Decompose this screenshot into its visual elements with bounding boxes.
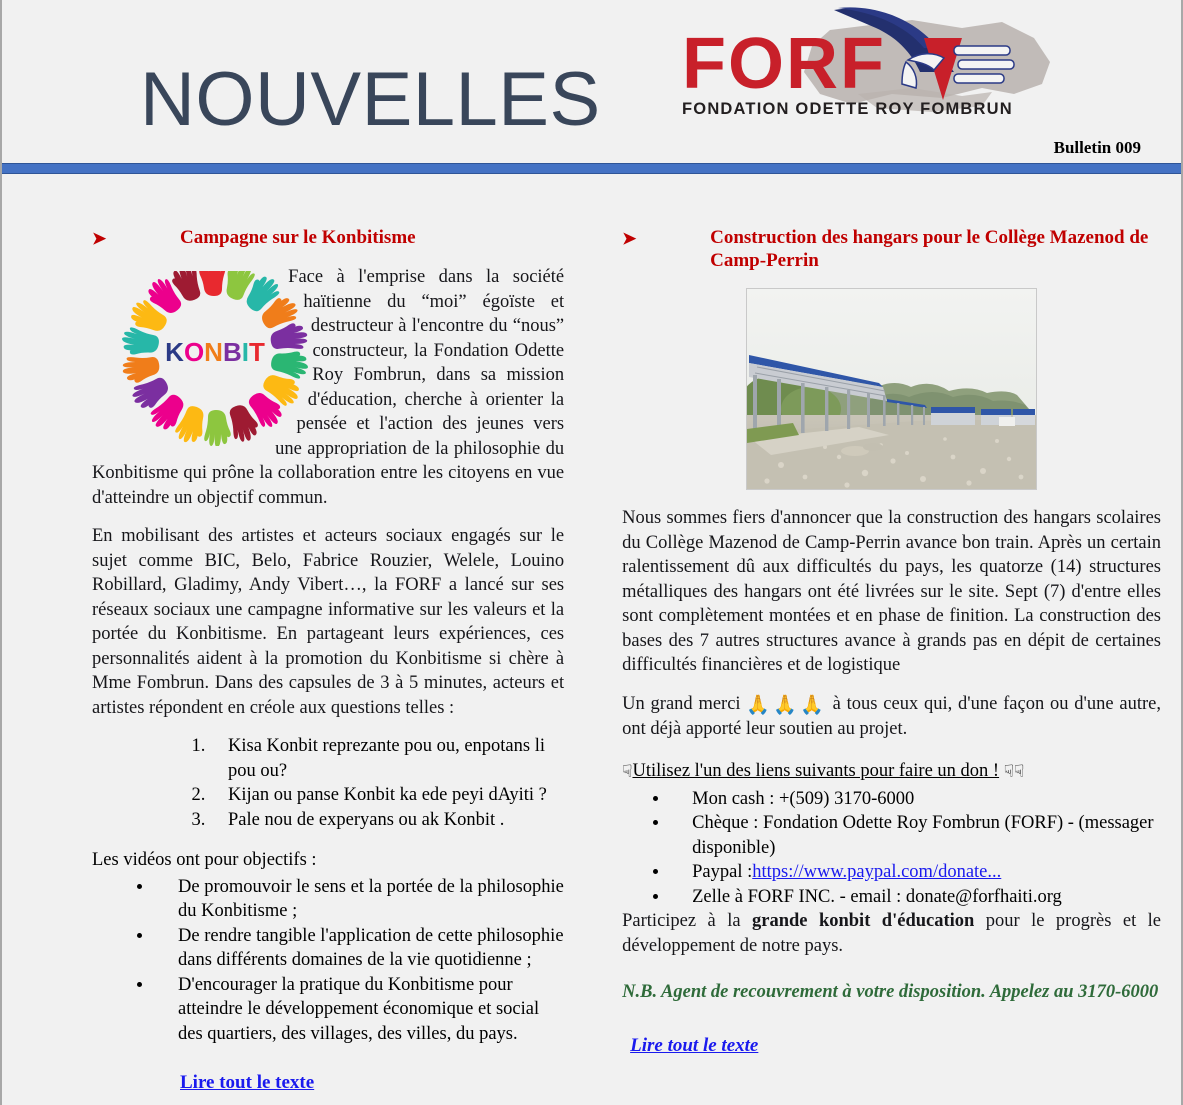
pointing-hand-icon-left: ☟	[622, 761, 633, 782]
pointing-hand-icon-right: ☟☟	[1003, 761, 1025, 782]
right-heading-text: Construction des hangars pour le Collège Mazenod de Camp-Perrin	[710, 227, 1149, 271]
list-item: 1. Kisa Konbit reprezante pou ou, enpotans li pou ou?	[210, 734, 564, 783]
list-item: 2. Kijan ou panse Konbit ka ede peyi dAyiti ?	[210, 783, 564, 808]
participate-post: pour le progrès et le développement de notre pays.	[622, 911, 1162, 956]
donation-label: Mon cash : +(509) 3170-6000	[692, 788, 915, 809]
read-more-link-right[interactable]: Lire tout le texte	[630, 1034, 759, 1056]
list-item	[670, 885, 1161, 910]
objectives-intro: Les vidéos ont pour objectifs :	[92, 850, 317, 870]
list-item	[670, 787, 1161, 812]
left-section-heading	[92, 226, 564, 249]
participate-pre: Participez à la	[622, 911, 752, 931]
praying-hands-icon: 🙏🙏🙏	[746, 693, 827, 716]
thanks-paragraph	[622, 692, 1161, 742]
list-item	[670, 860, 1161, 885]
left-heading-text: Campagne sur le Konbitisme	[180, 227, 416, 248]
bulletin-number: Bulletin 009	[1053, 138, 1141, 157]
paypal-donate-link[interactable]: https://www.paypal.com/donate...	[752, 862, 1002, 882]
konbit-logo	[120, 271, 310, 446]
forf-logo	[662, 2, 1062, 142]
hangars-photo	[746, 288, 1037, 490]
bullet-arrow-icon: ➤	[622, 229, 637, 248]
read-more-link-left[interactable]: Lire tout le texte	[180, 1072, 315, 1093]
right-section-heading	[622, 226, 1161, 272]
content-columns	[2, 182, 1181, 1105]
participate-paragraph	[622, 909, 1161, 958]
thanks-post: à tous ceux qui, d'une façon ou d'une autre, ont déjà apporté leur soutien au projet.	[622, 693, 1161, 739]
left-read-more	[92, 1072, 564, 1094]
donation-label: Zelle à FORF INC. - email : donate@forfhaiti.org	[692, 886, 1062, 907]
konbit-wordmark: KONBIT	[165, 337, 265, 367]
right-paragraph-1: Nous sommes fiers d'annoncer que la construction des hangars scolaires du Collège Mazenod de Camp-Perrin avance bon train. Après un certain ralentissement dû aux difficultés du pays, les quatorze (14) structures métalliques des hangars ont été livrées sur le site. Sept (7) d'entre elles sont complètement montées et en phase de finition. La construction des bases des 7 autres structures avance à grands pas en dépit de certaines difficultés financières et de logistique	[622, 508, 1161, 675]
donate-heading-text: Utilisez l'un des liens suivants pour faire un don !	[632, 760, 1000, 781]
video-objectives-list	[92, 875, 564, 1047]
right-column	[612, 182, 1181, 1105]
left-column	[2, 182, 612, 1105]
thanks-pre: Un grand merci	[622, 693, 747, 714]
konbit-questions-list	[92, 734, 564, 832]
header-divider	[2, 163, 1181, 174]
list-item	[670, 811, 1161, 860]
left-paragraph-2: En mobilisant des artistes et acteurs sociaux engagés sur le sujet comme BIC, Belo, Fabrice Rouzier, Welele, Louino Robillard, Gladimy, Andy Vibert…, la FORF a lancé sur ses réseaux sociaux une campagne informative sur les valeurs et la portée du Konbitisme. En partageant leurs expériences, ces personnalités aident à la promotion du Konbitisme si chère à Mme Fombrun. Dans des capsules de 3 à 5 minutes, acteurs et artistes répondent en créole aux questions telles :	[92, 526, 565, 718]
participate-bold: grande konbit d'éducation	[752, 911, 975, 931]
left-paragraph-1: Face à l'emprise dans la société haïtienne du “moi” égoïste et destructeur à l'encontre du “nous” constructeur, la Fondation Odette Roy Fombrun, dans sa mission d'éducation, cherche à orienter la pensée et l'action des jeunes vers une appropriation de la philosophie du Konbitisme qui prône la collaboration entre les citoyens en vue d'atteindre un objectif commun.	[92, 267, 565, 508]
list-item: 3. Pale nou de experyans ou ak Konbit .	[210, 808, 564, 833]
masthead	[2, 0, 1181, 166]
right-read-more	[622, 1035, 1161, 1057]
donation-label: Chèque : Fondation Odette Roy Fombrun (FORF) - (messager disponible)	[692, 813, 1154, 858]
bullet-arrow-icon: ➤	[92, 229, 107, 248]
donation-label: Paypal :	[692, 862, 753, 882]
logo-tagline: FONDATION ODETTE ROY FOMBRUN	[682, 100, 1013, 118]
svg-text:FORF: FORF	[682, 24, 886, 104]
page-title: NOUVELLES	[140, 57, 601, 142]
list-item: • De promouvoir le sens et la portée de la philosophie du Konbitisme ;	[154, 875, 564, 924]
donation-methods-list	[622, 787, 1161, 910]
nb-note: N.B. Agent de recouvrement à votre disposition. Appelez au 3170-6000	[622, 982, 1159, 1002]
donate-heading	[622, 758, 1161, 785]
list-item: • De rendre tangible l'application de cette philosophie dans différents domaines de la vie quotidienne ;	[154, 924, 564, 973]
list-item: • D'encourager la pratique du Konbitisme pour atteindre le développement économique et social des quartiers, des villages, des villes, du pays.	[154, 973, 564, 1047]
